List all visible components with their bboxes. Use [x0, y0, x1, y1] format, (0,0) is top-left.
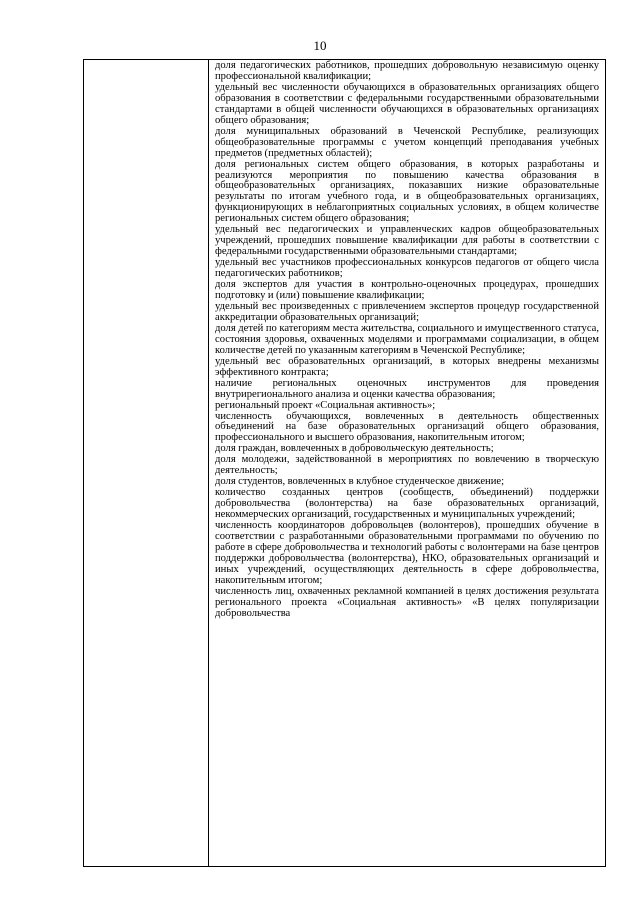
indicator-item: численность координаторов добровольцев (волонтеров), прошедших обучение в соответствии с разработанными образовательными программами по обучению по работе в сфере добровольчества и технологий работы с волонтерами на базе центров поддержки добровольчества (волонтерства), НКО, образовательных организаций и иных учреждений, осуществляющих деятельность в сфере добровольчества, накопительным итогом; [215, 520, 599, 586]
indicator-item: количество созданных центров (сообществ, объединений) поддержки добровольчества (волонтерства) на базе образовательных организаций, некоммерческих организаций, государственных и муниципальных учреждений; [215, 487, 599, 521]
indicator-item: доля молодежи, задействованной в мероприятиях по вовлечению в творческую деятельность; [215, 454, 599, 477]
indicator-item: удельный вес образовательных организаций, в которых внедрены механизмы эффективного контракта; [215, 355, 599, 378]
indicator-item: доля студентов, вовлеченных в клубное студенческое движение; [215, 476, 505, 488]
indicator-item: удельный вес численности обучающихся в образовательных организациях общего образования в соответствии с федеральными государственными образовательными стандартами в общей численности обучающихся в образовательных организациях общего образования; [215, 81, 599, 126]
table-left-column [84, 60, 209, 866]
indicator-item: численность обучающихся, вовлеченных в деятельность общественных объединений на базе образовательных организаций общего образования, профессионального и высшего образования, накопительным итогом; [215, 410, 599, 444]
indicator-item: доля детей по категориям места жительства, социального и имущественного статуса, состояния здоровья, охваченных моделями и программами социализации, в общем количестве детей по указанным категориям в Чеченской Республике; [215, 322, 599, 356]
indicator-item: доля педагогических работников, прошедших добровольную независимую оценку профессиональной квалификации; [215, 60, 599, 82]
indicator-item: удельный вес участников профессиональных конкурсов педагогов от общего числа педагогических работников; [215, 257, 599, 280]
indicator-item: доля муниципальных образований в Чеченской Республике, реализующих общеобразовательные программы с учетом концепций преподавания учебных предметов (предметных областей); [215, 125, 599, 159]
indicator-item: удельный вес педагогических и управленческих кадров общеобразовательных учреждений, прошедших повышение квалификации для работы в соответствии с федеральными государственными образовательными стандартами; [215, 224, 599, 258]
indicator-item: региональный проект «Социальная активность»; [215, 399, 436, 411]
indicator-item: доля региональных систем общего образования, в которых разработаны и реализуются мероприятия по повышению качества образования в общеобразовательных организациях, показавших низкие образовательные результаты по итогам учебного года, и в общеобразовательных организациях, функционирующих в неблагоприятных социальных условиях, в общем количестве региональных систем общего образования; [215, 158, 599, 225]
indicator-item: доля экспертов для участия в контрольно-оценочных процедурах, прошедших подготовку и (или) повышение квалификации; [215, 279, 599, 302]
indicator-item: удельный вес произведенных с привлечением экспертов процедур государственной аккредитации образовательных организаций; [215, 300, 599, 323]
indicator-list [209, 61, 605, 866]
indicator-item: наличие региональных оценочных инструментов для проведения внутрирегионального анализа и оценки качества образования; [215, 377, 599, 400]
page-number: 10 [313, 38, 327, 53]
indicator-item: доля граждан, вовлеченных в добровольческую деятельность; [215, 443, 494, 455]
indicator-table [83, 59, 606, 867]
indicator-item: численность лиц, охваченных рекламной компанией в целях достижения результата регионального проекта «Социальная активность» «В целях популяризации добровольчества [215, 585, 599, 619]
